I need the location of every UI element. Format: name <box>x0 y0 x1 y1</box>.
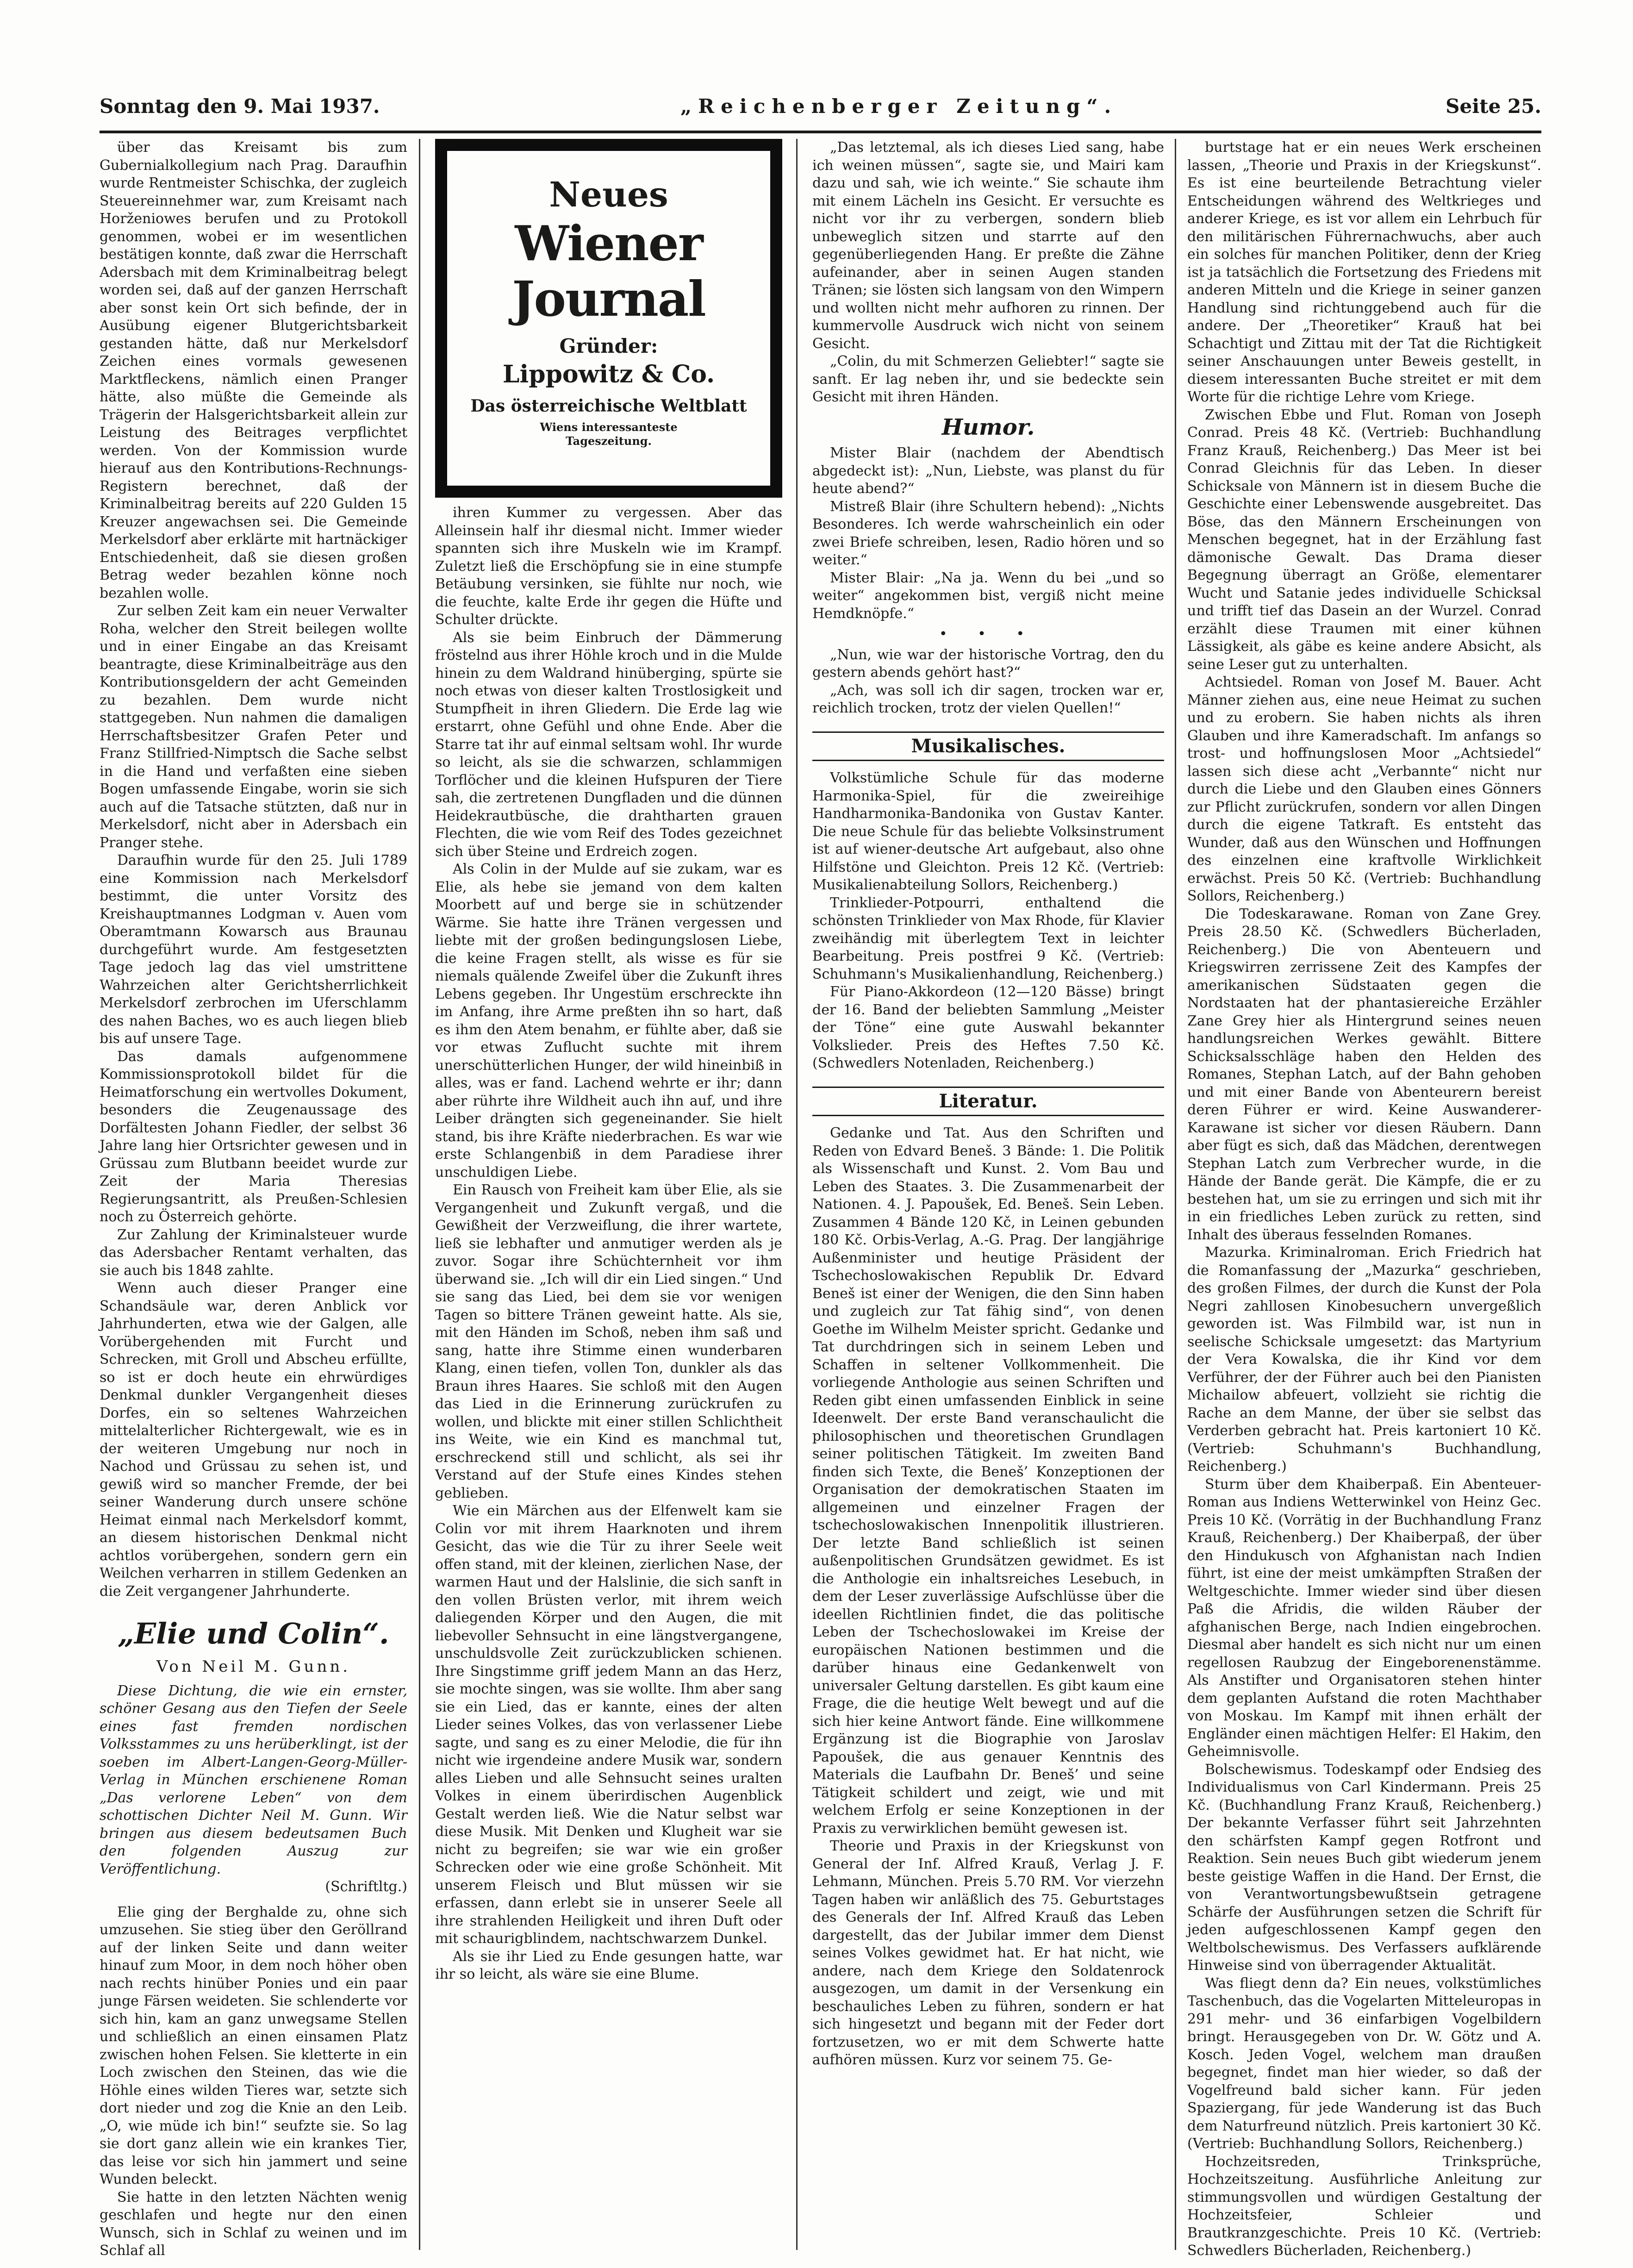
humor-paragraph: Mistreß Blair (ihre Schultern hebend): „Nichts Besonderes. Ich werde wahrscheinlich ein oder zwei Briefe schreiben, lesen, Radio hören und so weiter.“ <box>812 498 1164 568</box>
story-byline: Von Neil M. Gunn. <box>156 1657 351 1676</box>
story-paragraph: Als sie beim Einbruch der Dämmerung fröstelnd aus ihrer Höhle kroch und in die Mulde hinein zu dem Waldrand hinüberging, spürte sie noch etwas von dieser kalten Trostlosigkeit und Stumpfheit in ihren Gliedern. Die Erde lag wie erstarrt, ohne Gefühl und ohne Ende. Aber die Starre tat ihr auf einmal seltsam wohl. Ihr wurde so leicht, als sie die schwarzen, schlammigen Torflöcher und die kleinen Hufspuren der Tiere sah, die zertretenen Dungfladen und die dünnen Heidekrautbüsche, die drahtharten grauen Flechten, die wie vom Reif des Todes gezeichnet sich über Steine und Erdreich zogen. <box>435 629 782 860</box>
review-paragraph: Zwischen Ebbe und Flut. Roman von Joseph Conrad. Preis 48 Kč. (Vertrieb: Buchhandlung Franz Krauß, Reichenberg.) Das Meer ist bei Conrad Gleichnis für das Leben. In dieser Schicksale von Männern ist in diesem Buche die Geschichte einer Lebenswende ausgebreitet. Das Böse, das den Männern Erscheinungen von Menschen begegnet, hat in der Erzählung fast dämonische Gewalt. Das Drama dieser Begegnung überragt an Größe, elementarer Wucht und Satanie jedes individuelle Schicksal und trifft tief das Dasein an der Wurzel. Conrad erzählt diese Traumen mit einer kühnen Lässigkeit, als gäbe es keine andere Absicht, als seine Leser gut zu unterhalten. <box>1187 406 1541 673</box>
ad-subslogan-2: Tageszeitung. <box>566 434 652 448</box>
article-paragraph: Wenn auch dieser Pranger eine Schandsäule war, deren Anblick vor Jahrhunderten, etwa wie der Galgen, alle Vorübergehenden mit Furcht und Schrecken, mit Groll und Abscheu erfüllte, so ist er doch heute ein ehrwürdiges Denkmal dunkler Vergangenheit dieses Dorfes, ein so seltenes Wahrzeichen mittelalterlicher Richtergewalt, wie es in der weiteren Umgebung nur noch in Nachod und Grüssau zu sehen ist, und gewiß wird so mancher Fremde, der bei seiner Wanderung durch unsere schöne Heimat einmal nach Merkelsdorf kommt, an diesem historischen Denkmal nicht achtlos vorübergehen, sondern gern ein Weilchen verharren in stillem Gedenken an die Zeit vergangener Jahrhunderte. <box>100 1280 407 1599</box>
advertisement-neues-wiener-journal <box>435 139 782 498</box>
story-intro: Diese Dichtung, die wie ein ernster, schöner Gesang aus den Tiefen der Seele eines fast fremden nordischen Volksstammes zu uns herüberklingt, ist der soeben im Albert-Langen-Georg-Müller-Verlag in München erschienene Roman „Das verlorene Leben“ von dem schottischen Dichter Neil M. Gunn. Wir bringen aus diesem bedeutsamen Buch den folgenden Auszug zur Veröffentlichung. <box>100 1682 407 1877</box>
ad-title-line-2: Wiener Journal <box>512 215 705 327</box>
review-paragraph: Die Todeskarawane. Roman von Zane Grey. Preis 28.50 Kč. (Schwedlers Bücherladen, Reichenberg.) Die von Abenteuern und Kriegswirren zerrissene Zeit des Kampfes der amerikanischen Südstaaten gegen die Nordstaaten hat der phantasiereiche Erzähler Zane Grey hier als Hintergrund seines neuen handlungsreichen Werkes gewählt. Bittere Schicksalsschläge haben den Helden des Romanes, Stephan Latch, auf der Bahn gehoben und mit einer Bande von Abenteurern bereist deren Führer er wird. Keine Auswanderer-Karawane ist sicher vor diesen Räubern. Dann aber fügt es sich, daß das Mädchen, derentwegen Stephan Latch zum Verbrecher wurde, in die Hände der Bande gerät. Die Kämpfe, die er zu bestehen hat, um sie zu erringen und sich mit ihr in ein friedliches Leben zurück zu retten, sind Inhalt des überaus fesselnden Romanes. <box>1187 906 1541 1243</box>
article-paragraph: über das Kreisamt bis zum Gubernialkollegium nach Prag. Daraufhin wurde Rentmeister Schischka, der zugleich Steuereinnehmer war, zum Kreisamt nach Horženiowes berufen und zu Protokoll genommen, wobei er im wesentlichen bestätigen konnte, daß zwar die Herrschaft Adersbach mit dem Kriminalbeitrag belegt worden sei, daß auf der ganzen Herrschaft aber sonst kein Ort sich befinde, der in Ausübung eigener Blutgerichtsbarkeit gestanden hätte, daß nur Merkelsdorf Zeichen eines vormals gewesenen Marktfleckens, nämlich einen Pranger hätte, also müßte die Gemeinde als Trägerin der Halsgerichtsbarkeit allein zur Leistung des Beitrages verpflichtet werden. Von der Kommission wurde hierauf aus den Kontributions-Rechnungs-Registern berechnet, daß der Kriminalbeitrag bereits auf 220 Gulden 15 Kreuzer angewachsen sei. Die Gemeinde Merkelsdorf aber erklärte mit hartnäckiger Entschiedenheit, daß sie diesen großen Betrag weder bezahlen könne noch bezahlen wolle. <box>100 139 407 601</box>
article-paragraph: Daraufhin wurde für den 25. Juli 1789 eine Kommission nach Merkelsdorf bestimmt, die unter Vorsitz des Kreishauptmannes Lodgman v. Auen vom Oberamtmann Kowarsch aus Braunau durchgeführt wurde. Am festgesetzten Tage jedoch lag das viel umstrittene Wahrzeichen alter Gerichtsherrlichkeit Merkelsdorf zerbrochen im Uferschlamm des nahen Baches, wo es auch liegen blieb bis auf unsere Tage. <box>100 852 407 1047</box>
page-header <box>100 95 1541 123</box>
story-paragraph: Ein Rausch von Freiheit kam über Elie, als sie Vergangenheit und Zukunft vergaß, und die Gewißheit der Verzweiflung, die ihrer wartete, ließ sie lebhafter und anmutiger werden als je zuvor. Sogar ihre Schüchternheit vor ihm überwand sie. „Ich will dir ein Lied singen.“ Und sie sang das Lied, bei dem sie vor wenigen Tagen so bittere Tränen geweint hatte. Als sie, mit den Händen im Schoß, neben ihm saß und sang, hatte ihre Stimme einen wunderbaren Klang, einen tiefen, vollen Ton, dunkler als das Braun ihres Haares. Sie schloß mit den Augen das Lied in die Erinnerung zurückrufen zu wollen, und blickte mit einer stillen Schlichtheit ins Weite, wie ein Kind es manchmal tut, erschreckend still und schlicht, als sei ihr Verstand auf der Stufe eines Kindes stehen geblieben. <box>435 1182 782 1501</box>
column-2 <box>435 139 782 2250</box>
advertisement-frame <box>447 151 770 486</box>
humor-paragraph: Mister Blair (nachdem der Abendtisch abgedeckt ist): „Nun, Liebste, was planst du für heute abend?“ <box>812 445 1164 497</box>
review-paragraph: Achtsiedel. Roman von Josef M. Bauer. Acht Männer ziehen aus, eine neue Heimat zu suchen und zu erobern. Sie haben nichts als ihren Glauben und ihre Kameradschaft. Im anfangs so trost- und hoffnungslosen Moor „Achtsiedel“ lassen sich diese acht „Verbannte“ nicht nur durch die Liebe und den Glauben eines Gönners zur Pflicht zurückrufen, sondern vor allen Dingen durch die eigene Tatkraft. Es entsteht das Wunder, daß aus den Wünschen und Hoffnungen des einzelnen eine kraftvolle Wirklichkeit erwächst. Preis 50 Kč. (Vertrieb: Buchhandlung Sollors, Reichenberg.) <box>1187 674 1541 904</box>
ad-founder-name: Lippowitz & Co. <box>502 360 715 388</box>
review-paragraph: Volkstümliche Schule für das moderne Harmonika-Spiel, für die zweireihige Handharmonika-Bandonika von Gustav Kanter. Die neue Schule für das beliebte Volksinstrument ist auf wiener-deutsche Art aufgebaut, also ohne Hilfstöne und Gleichton. Preis 12 Kč. (Vertrieb: Musikalienabteilung Sollors, Reichenberg.) <box>812 770 1164 893</box>
ad-subslogan-1: Wiens interessanteste <box>540 420 678 434</box>
article-paragraph: Das damals aufgenommene Kommissionsprotokoll bildet für die Heimatforschung ein wertvolles Dokument, besonders die Zeugenaussage des Dorfältesten Johann Fiedler, der selbst 36 Jahre lang hier Ortsrichter gewesen und in Grüssau zum Blutbann beeidet wurde zur Zeit der Maria Theresias Regierungsantritt, als Preußen-Schlesien noch zu Österreich gehörte. <box>100 1048 407 1225</box>
story-paragraph: Als sie ihr Lied zu Ende gesungen hatte, war ihr so leicht, als wäre sie eine Blume. <box>435 1948 782 1982</box>
column-rule <box>1175 139 1176 2250</box>
column-rule <box>419 139 420 2250</box>
story-paragraph: „Colin, du mit Schmerzen Geliebter!“ sagte sie sanft. Er lag neben ihr, und sie bedeckte sein Gesicht mit ihren Händen. <box>812 353 1164 405</box>
story-paragraph: Als Colin in der Mulde auf sie zukam, war es Elie, als hebe sie jemand von dem kalten Moorbett auf und berge sie in schützender Wärme. Sie hatte ihre Tränen vergessen und liebte mit der großen bedingungslosen Liebe, die keine Fragen stellt, als wisse es für sie niemals quälende Zweifel über die Zukunft ihres Lebens gegeben. Ihr Ungestüm erschreckte ihn im Anfang, ihre Arme preßten ihn so hart, daß es ihm den Atem benahm, er fühlte aber, daß sie vor etwas Zuflucht suchte mit ihrem unerschütterlichen Hunger, der wild hineinbiß in alles, was er fand. Lachend wehrte er ihr; dann aber rührte ihre Wildheit auch ihn auf, und ihre Leiber drängten sich gegeneinander. Sie hielt stand, bis ihre Kräfte niederbrachen. Es war wie erste Schlangenbiß in dem Paradiese ihrer unschuldigen Liebe. <box>435 861 782 1181</box>
article-paragraph: Zur Zahlung der Kriminalsteuer wurde das Adersbacher Rentamt verhalten, das sie auch bis 1848 zahlte. <box>100 1226 407 1279</box>
ad-slogan: Das österreichische Weltblatt <box>470 396 747 416</box>
editor-signature: (Schriftltg.) <box>325 1879 407 1895</box>
header-masthead: „Reichenberger Zeitung“. <box>680 95 1118 118</box>
section-title-literature: Literatur. <box>812 1087 1164 1117</box>
column-3 <box>812 139 1164 2250</box>
review-paragraph: Mazurka. Kriminalroman. Erich Friedrich hat die Romanfassung der „Mazurka“ geschrieben, des großen Filmes, der durch die Kunst der Pola Negri zahllosen Kinobesuchern unvergeßlich geworden ist. Was Filmbild war, ist nun in seelische Schicksale umgesetzt: das Martyrium der Vera Kowalska, die ihr Kind vor dem Verführer, der der Führer auch bei den Pianisten Michailow abfeuert, vollzieht sie richtig die Rache an dem Manne, der über sie selbst das Verderben gebracht hat. Preis kartoniert 10 Kč. (Vertrieb: Schuhmann's Buchhandlung, Reichenberg.) <box>1187 1244 1541 1475</box>
article-paragraph: Zur selben Zeit kam ein neuer Verwalter Roha, welcher den Streit beilegen wollte und in einer Eingabe an das Kreisamt beantragte, diese Kriminalbeiträge aus den Kontributionsgeldern der acht Gemeinden zu bezahlen. Dem wurde nicht stattgegeben. Nun nahmen die damaligen Herrschaftsbesitzer Grafen Peter und Franz Stillfried-Nimptsch die Sache selbst in die Hand und verfaßten eine sieben Bogen umfassende Eingabe, worin sie sich auch auf die Tatsache stützten, daß nur in Merkelsdorf, nicht aber in Adersbach ein Pranger stehe. <box>100 603 407 851</box>
humor-paragraph: Mister Blair: „Na ja. Wenn du bei „und so weiter“ angekommen bist, vergiß nicht meine Hemdknöpfe.“ <box>812 569 1164 622</box>
story-paragraph: Elie ging der Berghalde zu, ohne sich umzusehen. Sie stieg über den Geröllrand auf der linken Seite und dann weiter hinauf zum Moor, in dem noch höher oben nach rechts hinüber Ponies und ein paar junge Färsen weideten. Sie schlenderte vor sich hin, kam an ganz unwegsame Stellen und schließlich an einen einsamen Platz zwischen hohen Felsen. Sie kletterte in ein Loch zwischen den Steinen, das wie die Höhle eines wilden Tieres war, setzte sich dort nieder und zog die Knie an den Leib. „O, wie müde ich bin!“ seufzte sie. So lag sie dort ganz allein wie ein krankes Tier, das leise vor sich hin jammert und seine Wunden beleckt. <box>100 1904 407 2187</box>
review-paragraph: Was fliegt denn da? Ein neues, volkstümliches Taschenbuch, das die Vogelarten Mitteleuropas in 291 mehr- und 36 einfarbigen Vogelbildern bringt. Herausgegeben von Dr. W. Götz und A. Kosch. Jeden Vogel, welchem man draußen begegnet, findet man hier wieder, so daß der Vogelfreund bald sicher kann. Für jeden Spaziergang, für jede Wanderung ist das Buch dem Naturfreund nützlich. Preis kartoniert 30 Kč. (Vertrieb: Buchhandlung Sollors, Reichenberg.) <box>1187 1975 1541 2152</box>
review-paragraph: Trinklieder-Potpourri, enthaltend die schönsten Trinklieder von Max Rhode, für Klavier zweihändig mit überlegtem Text in leichter Bearbeitung. Preis postfrei 9 Kč. (Vertrieb: Schuhmann's Musikalienhandlung, Reichenberg.) <box>812 894 1164 982</box>
review-paragraph: Gedanke und Tat. Aus den Schriften und Reden von Edvard Beneš. 3 Bände: 1. Die Politik als Wissenschaft und Kunst. 2. Vom Bau und Leben des Staates. 3. Die Zusammenarbeit der Nationen. 4. J. Papoušek, Ed. Beneš. Sein Leben. Zusammen 4 Bände 120 Kč, in Leinen gebunden 180 Kč. Orbis-Verlag, A.-G. Prag. Der langjährige Außenminister und heutige Präsident der Tschechoslowakischen Republik Dr. Edvard Beneš ist einer der Wenigen, die den Sinn haben und zugleich zur Tat fähig sind“, von denen Goethe im Wilhelm Meister spricht. Gedanke und Tat durchdringen sich in seinem Leben und Schaffen in seltener Vollkommenheit. Die vorliegende Anthologie aus seinen Schriften und Reden gibt einen umfassenden Einblick in seine Ideenwelt. Der erste Band veranschaulicht die philosophischen und theoretischen Grundlagen seiner politischen Tätigkeit. Im zweiten Band finden sich Texte, die Beneš’ Konzeptionen der Organisation der demokratischen Staaten im allgemeinen und einzelner Fragen der tschechoslowakischen Innenpolitik illustrieren. Der letzte Band schließlich ist seinen außenpolitischen Grundsätzen gewidmet. Es ist die Anthologie ein inhaltsreiches Lesebuch, in dem der Leser zuverlässige Aufschlüsse über die ideellen Richtlinien findet, die das politische Leben der Tschechoslowakei im Kreise der europäischen Nationen bestimmen und die darüber hinaus eine Gedankenwelt von universaler Geltung darstellen. Es gibt kaum eine Frage, die die heutige Welt bewegt und auf die sich hier keine Antwort fände. Eine willkommene Ergänzung ist die Biographie von Jaroslav Papoušek, die aus genauer Kenntnis des Materials die Laufbahn Dr. Beneš’ und seine Tätigkeit schildert und zeigt, wie und mit welchem Erfolg er seine Konzeptionen in der Praxis zu verwirklichen bemüht gewesen ist. <box>812 1125 1164 1837</box>
story-paragraph: Wie ein Märchen aus der Elfenwelt kam sie Colin vor mit ihrem Haarknoten und ihrem Gesicht, das wie die Tür zu ihrer Seele weit offen stand, mit der kleinen, zierlichen Nase, der warmen Haut und der Halslinie, die sich sanft in den vollen Brüsten verlor, mit ihrem weich daliegenden Körper und den Augen, die mit liebevoller Sehnsucht in eine längstvergangene, unschuldsvolle Zeit zurückzublicken schienen. Ihre Singstimme griff jedem Mann an das Herz, sie mochte singen, was sie wollte. Ihm aber sang sie ein Lied, das er kannte, eines der alten Lieder seines Volkes, das von verlassener Liebe sagte, und sang es zu einer Melodie, die für ihn nicht wie irgendeine andere Musik war, sondern alles Lieben und alle Sehnsucht seines uralten Volkes in einem überirdischen Augenblick Gestalt werden ließ. Wie die Natur selbst war diese Musik. Mit Denken und Klugheit war sie nicht zu begreifen; sie war wie ein großer Schrecken oder wie eine große Schönheit. Mit unserem Fleisch und Blut müssen wir sie erfassen, dann erlebt sie in unserer Seele all ihre strahlenden Heiligkeit und ihren Duft oder mit schaurigblindem, nachtschwarzem Dunkel. <box>435 1503 782 1947</box>
column-4 <box>1187 139 1541 2259</box>
review-paragraph: Bolschewismus. Todeskampf oder Endsieg des Individualismus von Carl Kindermann. Preis 25 Kč. (Buchhandlung Franz Krauß, Reichenberg.) Der bekannte Verfasser führt seit Jahrzehnten den schärfsten Kampf gegen Rotfront und Reaktion. Sein neues Buch gibt wiederum jenem beste geistige Waffen in die Hand. Der Ernst, die von Verantwortungsbewußtsein getragene Schärfe der Ausführungen setzen die Schrift für jeden aufgeschlossenen Kampf gegen den Weltbolschewismus. Des Verfassers aufklärende Hinweise sind von überragender Aktualität. <box>1187 1761 1541 1974</box>
header-date: Sonntag den 9. Mai 1937. <box>100 95 380 118</box>
review-paragraph: burtstage hat er ein neues Werk erscheinen lassen, „Theorie und Praxis in der Kriegskunst“. Es ist eine beurteilende Betrachtung vieler Entscheidungen während des Weltkrieges und anderer Kriege, es ist vor allem ein Lehrbuch für den militärischen Führernachwuchs, aber auch ein solches für manchen Politiker, denn der Krieg ist ja tatsächlich die Fortsetzung des Friedens mit anderen Mitteln und die Kriege in seiner ganzen Handlung sind richtunggebend auch für die andere. Der „Theoretiker“ Krauß hat bei Schachtigt und Zittau mit der Tat die Richtigkeit seiner Anschauungen unter Beweis gestellt, in diesem interessanten Buche streitet er mit dem Worte für die richtige Lehre vom Kriege. <box>1187 139 1541 405</box>
story-paragraph: ihren Kummer zu vergessen. Aber das Alleinsein half ihr diesmal nicht. Immer wieder spannten sich ihre Muskeln wie im Krampf. Zuletzt ließ die Erschöpfung sie in eine stumpfe Betäubung versinken, sie fühlte nur noch, wie die feuchte, kalte Erde ihr gegen die Hüfte und Schulter drückte. <box>435 505 782 628</box>
separator-dots: • • • <box>939 626 1038 642</box>
header-page-number: Seite 25. <box>1446 95 1541 118</box>
column-rule <box>796 139 798 2250</box>
ad-founder-label: Gründer: <box>559 335 658 357</box>
section-title-music: Musikalisches. <box>812 731 1164 762</box>
story-paragraph: „Das letztemal, als ich dieses Lied sang, habe ich weinen müssen“, sagte sie, und Mairi kam dazu und sah, wie ich weinte.“ Sie schaute ihm mit einem Lächeln ins Gesicht. Er versuchte es nicht vor ihr zu verbergen, sondern blieb unbeweglich sitzen und starrte auf den gegenüberliegenden Hang. Er preßte die Zähne aufeinander, aber in seinen Augen standen Tränen; sie lösten sich langsam von den Wimpern und wollten nicht mehr aufhoren zu rinnen. Der kummervolle Ausdruck wich nicht von seinem Gesicht. <box>812 139 1164 352</box>
story-paragraph: Sie hatte in den letzten Nächten wenig geschlafen und hegte nur den einen Wunsch, sich in Schlaf zu weinen und im Schlaf all <box>100 2189 407 2259</box>
section-title-humor: Humor. <box>941 414 1035 440</box>
humor-paragraph: „Nun, wie war der historische Vortrag, den du gestern abends gehört hast?“ <box>812 646 1164 681</box>
header-rule <box>100 131 1541 133</box>
ad-title-line-1: Neues <box>549 175 668 215</box>
review-paragraph: Für Piano-Akkordeon (12—120 Bässe) bringt der 16. Band der beliebten Sammlung „Meister der Töne“ eine gute Auswahl bekannter Volkslieder. Preis des Heftes 7.50 Kč. (Schwedlers Notenladen, Reichenberg.) <box>812 984 1164 1071</box>
humor-paragraph: „Ach, was soll ich dir sagen, trocken war er, reichlich trocken, trotz der vielen Quellen!“ <box>812 682 1164 716</box>
review-paragraph: Sturm über dem Khaiberpaß. Ein Abenteuer-Roman aus Indiens Wetterwinkel von Heinz Gec. Preis 10 Kč. (Vorrätig in der Buchhandlung Franz Krauß, Reichenberg.) Der Khaiberpaß, der über den Hindukusch von Afghanistan nach Indien führt, ist eine der meist umkämpften Straßen der Weltgeschichte. Immer wieder sind über diesen Paß die Afridis, die wilden Räuber der afghanischen Berge, nach Indien eingebrochen. Diesmal aber handelt es sich nicht nur um einen regellosen Raubzug der Eingeborenenstämme. Als Anstifter und Organisatoren stehen hinter dem geplanten Aufstand die roten Machthaber von Moskau. Im Kampf mit ihnen erhält der Engländer einen mächtigen Helfer: El Hakim, den Geheimnisvolle. <box>1187 1476 1541 1760</box>
column-1 <box>100 139 407 2259</box>
story-title: „Elie und Colin“. <box>118 1617 389 1650</box>
review-paragraph: Theorie und Praxis in der Kriegskunst von General der Inf. Alfred Krauß, Verlag J. F. Lehmann, München. Preis 5.70 RM. Vor vierzehn Tagen haben wir anläßlich des 75. Geburtstages des Generals der Inf. Alfred Krauß das Leben dargestellt, das der Jubilar immer dem Dienst seines Volkes gewidmet hat. Er hat nicht, wie andere, nach dem Kriege den Soldatenrock ausgezogen, um damit in der Versenkung ein beschauliches Leben zu führen, sondern er hat sich hingesetzt und begann mit der Feder dort fortzusetzen, wo er mit dem Schwerte hatte aufhören müssen. Kurz vor seinem 75. Ge- <box>812 1838 1164 2068</box>
review-paragraph: Hochzeitsreden, Trinksprüche, Hochzeitszeitung. Ausführliche Anleitung zur stimmungsvollen und würdigen Gestaltung der Hochzeitsfeier, Schleier und Brautkranzgeschichte. Preis 10 Kč. (Vertrieb: Schwedlers Bücherladen, Reichenberg.) <box>1187 2153 1541 2259</box>
